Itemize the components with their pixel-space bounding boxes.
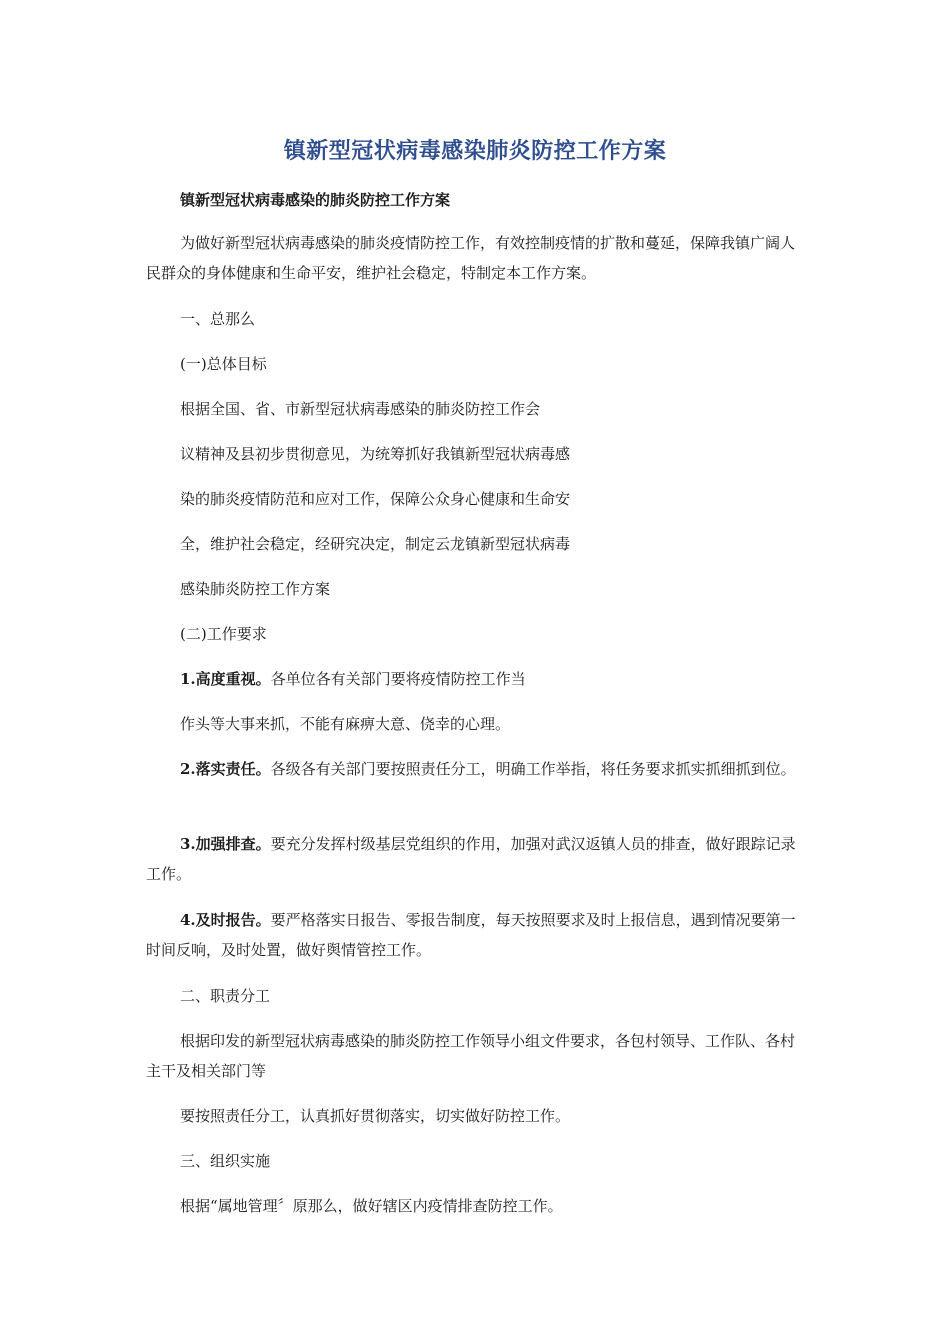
section1-sub1-heading: (一)总体目标 [180, 355, 267, 373]
section3-heading: 三、组织实施 [180, 1152, 271, 1170]
requirement-item [146, 905, 804, 965]
goal-line: 感染肺炎防控工作方案 [180, 580, 331, 598]
section2-paragraph: 要按照责任分工，认真抓好贯彻落实，切实做好防控工作。 [180, 1107, 571, 1125]
requirement-text: 各单位各有关部门要将疫情防控工作当 [270, 670, 526, 688]
section1-sub2-heading: (二)工作要求 [180, 625, 267, 643]
intro-paragraph: 为做好新型冠状病毒感染的肺炎疫情防控工作，有效控制疫情的扩散和蔓延，保障我镇广阔人民群众的身体健康和生命平安，维护社会稳定，特制定本工作方案。 [146, 234, 796, 282]
requirement-text: 要严格落实日报告、零报告制度，每天按照要求及时上报信息，遇到情况要第一时间反响，及时处置，做好舆情管控工作。 [146, 911, 796, 959]
goal-line: 根据全国、省、市新型冠状病毒感染的肺炎防控工作会 [180, 400, 541, 418]
section2-heading: 二、职责分工 [180, 987, 271, 1005]
requirement-text: 各级各有关部门要按照责任分工，明确工作举指，将任务要求抓实抓细抓到位。 [270, 760, 796, 778]
requirement-label: 4.及时报告。 [180, 911, 271, 929]
section3-paragraph: 根据“属地管理〞原那么，做好辖区内疫情排查防控工作。 [180, 1197, 563, 1215]
section2-paragraph: 根据印发的新型冠状病毒感染的肺炎防控工作领导小组文件要求，各包村领导、工作队、各村主干及相关部门等 [146, 1032, 796, 1080]
requirement-item [146, 754, 804, 784]
requirement-text: 要充分发挥村级基层党组织的作用，加强对武汉返镇人员的排查，做好跟踪记录工作。 [146, 835, 796, 883]
requirement-item [146, 709, 804, 739]
requirement-label: 2.落实责任。 [180, 760, 271, 778]
document-title: 镇新型冠状病毒感染肺炎防控工作方案 [283, 139, 667, 164]
requirement-item [146, 829, 804, 889]
document-subtitle: 镇新型冠状病毒感染的肺炎防控工作方案 [180, 191, 451, 209]
requirement-label: 1.高度重视。 [180, 670, 271, 688]
requirement-item [146, 664, 804, 694]
goal-line: 全，维护社会稳定，经研究决定，制定云龙镇新型冠状病毒 [180, 535, 571, 553]
goal-line: 议精神及县初步贯彻意见，为统筹抓好我镇新型冠状病毒感 [180, 445, 571, 463]
section1-heading: 一、总那么 [180, 310, 256, 328]
requirement-label: 3.加强排查。 [180, 835, 271, 853]
goal-line: 染的肺炎疫情防范和应对工作，保障公众身心健康和生命安 [180, 490, 571, 508]
requirement-text: 作头等大事来抓，不能有麻痹大意、侥幸的心理。 [180, 715, 511, 733]
